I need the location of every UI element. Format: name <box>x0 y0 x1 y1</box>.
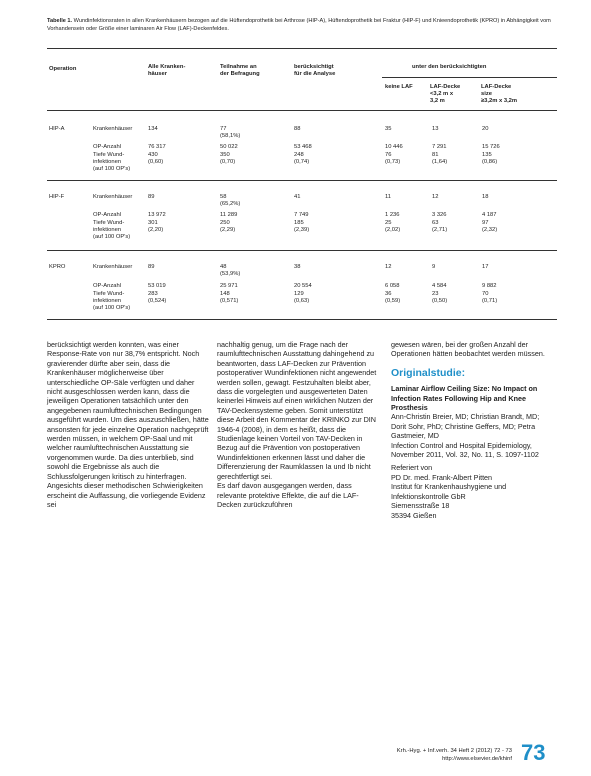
cell: 11 <box>385 194 392 200</box>
cell: 35 <box>385 126 392 132</box>
cell: 88 <box>294 126 301 132</box>
paragraph: nachhaltig genug, um die Frage nach der raumlufttechnischen Ausstattung dahingehend zu beantworten, dass LAF-Decken zur Prävention postoperativer Wundinfektionen nicht angewendet werden sollen, gewagt. Festzuhalten bleibt aber, dass die vorgelegten und ausgewerteten Daten keinerlei Hinweis auf einen wirklichen Nutzen der TAV-Deckensysteme geben. Somit unterstützt diese Arbeit den Kommentar der KRINKO zur DIN 1946-4 (2008), in dem es heißt, dass die Studienlage keinen Vorteil von TAV-Decken in Bezug auf die Prävention von postoperativen Wundinfektionen erkennen lässt und daher die Differenzierung der Raumklassen Ia und Ib nicht gerechtfertigt sei. <box>217 340 377 481</box>
group-separator <box>47 180 557 181</box>
cell: 7 291 <box>432 144 447 150</box>
page-number: 73 <box>521 740 546 765</box>
cell: 9 882 <box>482 283 497 289</box>
header-group: unter den berücksichtigten <box>412 64 487 70</box>
footer-citation <box>372 748 512 763</box>
cell: 63 <box>432 220 439 226</box>
cell: 58 <box>220 194 227 200</box>
cell-rate: (2,71) <box>432 227 448 233</box>
cell: 3 326 <box>432 212 447 218</box>
cell: 135 <box>482 152 492 158</box>
row-label-tiefe-3: (auf 100 OP's) <box>93 166 131 172</box>
table-bottom-rule <box>47 319 557 320</box>
cell: 38 <box>294 264 301 270</box>
table-caption <box>47 18 557 33</box>
paragraph: berücksichtigt werden konnten, was einer Response-Rate von nur 38,7% entspricht. Noch gravierender dürfte aber sein, dass die Krankenhäuser möglicherweise über unterschiedliche OP-Säle verfügten und daher nicht ausgeschlossen werden kann, dass die jeweiligen Operationen tatsächlich unter den angegebenen raumlufttechnischen Bedingungen ausgeführt wurden. Um dies auszuschließen, hätte ansonsten für jede einzelne Operation nachgeprüft werden müssen, in welchem OP-Saal und mit welcher raumlufttechnischen Ausstattung sie vorgenommen wurde. Da dies unterblieb, sind sowohl die Ergebnisse als auch die Schlussfolgerungen kritisch zu hinterfragen. <box>47 340 209 481</box>
cell: 76 317 <box>148 144 166 150</box>
cell: 15 726 <box>482 144 500 150</box>
original-study-authors: Ann-Christin Breier, MD; Christian Brandt, MD; Dorit Sohr, PhD; Christine Geffers, MD; Petra Gastmeier, MD <box>391 412 540 441</box>
original-study-journal: Infection Control and Hospital Epidemiology, November 2011, Vol. 32, No. 11, S. 1097-1102 <box>391 440 539 460</box>
row-label-tiefe-1: Tiefe Wund- <box>93 152 125 158</box>
cell-rate: (0,86) <box>482 159 498 165</box>
cell: 10 446 <box>385 144 403 150</box>
cell: 81 <box>432 152 439 158</box>
cell: 89 <box>148 264 155 270</box>
cell-rate: (2,02) <box>385 227 401 233</box>
cell: 430 <box>148 152 158 158</box>
text-column-1 <box>47 340 211 509</box>
cell-rate: (0,60) <box>148 159 164 165</box>
cell-rate: (2,32) <box>482 227 498 233</box>
cell: 6 058 <box>385 283 400 289</box>
row-label-tiefe-2: infektionen <box>93 227 122 233</box>
cell: 148 <box>220 291 230 297</box>
cell: 12 <box>385 264 392 270</box>
cell: 12 <box>432 194 439 200</box>
header-keine-laf: keine LAF <box>385 84 413 90</box>
footer-journal: Krh.-Hyg. + Inf.verh. 34 Heft 2 (2012) 72 - 73 <box>396 748 512 754</box>
cell-rate: (0,59) <box>385 298 401 304</box>
group-name: HIP-F <box>49 194 65 200</box>
cell: 53 468 <box>294 144 312 150</box>
cell: 89 <box>148 194 155 200</box>
group-name: HIP-A <box>49 126 65 132</box>
row-label-krankenhaeuser: Krankenhäuser <box>93 126 133 132</box>
header-group-rule <box>382 77 557 78</box>
footer-url[interactable]: http://www.elsevier.de/khinf <box>442 755 512 762</box>
cell-percent: (58,1%) <box>220 133 241 139</box>
cell-rate: (0,74) <box>294 159 310 165</box>
header-laf-big-3: ≥3,2m x 3,2m <box>481 98 518 104</box>
cell: 23 <box>432 291 439 297</box>
cell-rate: (2,39) <box>294 227 310 233</box>
cell: 185 <box>294 220 304 226</box>
table-caption-text: Wundinfektionsraten in allen Krankenhäusern bezogen auf die Hüftendoprothetik bei Arthrose (HIP-A), Hüftendoprothetik bei Fraktur (HIP-F) und Knieendoprothetik (KPRO) in Abhängigkeit vom Vorhandensein oder Größe einer laminaren Air Flow (LAF)-Deckenfeldes. <box>47 18 551 32</box>
cell-rate: (0,73) <box>385 159 401 165</box>
cell-rate: (0,70) <box>220 159 236 165</box>
cell-rate: (2,29) <box>220 227 236 233</box>
referee-line: Infektionskontrolle GbR <box>391 491 466 501</box>
header-operation: Operation <box>49 66 77 72</box>
header-laf-big-2: size <box>481 91 492 97</box>
cell: 350 <box>220 152 230 158</box>
cell: 18 <box>482 194 489 200</box>
paragraph: gewesen wären, bei der großen Anzahl der Operationen hätten beobachtet werden müssen. <box>391 340 545 359</box>
referee-line: PD Dr. med. Frank-Albert Pitten <box>391 472 493 482</box>
cell: 77 <box>220 126 227 132</box>
cell: 7 749 <box>294 212 309 218</box>
cell: 250 <box>220 220 230 226</box>
cell: 11 289 <box>220 212 238 218</box>
row-label-op-anzahl: OP-Anzahl <box>93 283 122 289</box>
cell-percent: (53,9%) <box>220 271 241 277</box>
paragraph: Angesichts dieser methodischen Schwierigkeiten erscheint die Auffassung, die vorliegende Evidenz sei <box>47 481 206 509</box>
row-label-op-anzahl: OP-Anzahl <box>93 212 122 218</box>
referee-line: 35394 Gießen <box>391 510 437 520</box>
cell-rate: (2,20) <box>148 227 164 233</box>
header-laf-small-3: 3,2 m <box>430 98 445 104</box>
cell: 1 236 <box>385 212 400 218</box>
header-laf-big-1: LAF-Decke <box>481 84 512 90</box>
cell: 13 972 <box>148 212 166 218</box>
paragraph: Es darf davon ausgegangen werden, dass relevante protektive Effekte, die auf die LAF-Decken zurückzuführen <box>217 481 359 509</box>
cell: 4 584 <box>432 283 447 289</box>
row-label-tiefe-2: infektionen <box>93 159 122 165</box>
row-label-tiefe-3: (auf 100 OP's) <box>93 234 131 240</box>
header-teilnahme-1: Teilnahme an <box>220 64 257 70</box>
group-name: KPRO <box>49 264 66 270</box>
header-beruecksichtigt-2: für die Analyse <box>294 71 336 77</box>
header-laf-small-2: <3,2 m x <box>430 91 454 97</box>
cell: 97 <box>482 220 489 226</box>
cell: 48 <box>220 264 227 270</box>
cell: 25 971 <box>220 283 238 289</box>
cell-rate: (0,63) <box>294 298 310 304</box>
table-top-rule <box>47 48 557 49</box>
header-alle-2: häuser <box>148 71 168 77</box>
text-column-2 <box>217 340 381 509</box>
referee-line: Institut für Krankenhaushygiene und <box>391 482 507 492</box>
cell: 283 <box>148 291 158 297</box>
cell: 41 <box>294 194 301 200</box>
cell: 248 <box>294 152 304 158</box>
row-label-tiefe-1: Tiefe Wund- <box>93 220 125 226</box>
cell: 134 <box>148 126 158 132</box>
original-study-title: Originalstudie: <box>391 366 466 379</box>
row-label-tiefe-3: (auf 100 OP's) <box>93 305 131 311</box>
cell: 76 <box>385 152 392 158</box>
cell-rate: (1,64) <box>432 159 448 165</box>
cell: 129 <box>294 291 304 297</box>
cell: 9 <box>432 264 436 270</box>
cell: 36 <box>385 291 392 297</box>
row-label-op-anzahl: OP-Anzahl <box>93 144 122 150</box>
cell-rate: (0,524) <box>148 298 167 304</box>
original-study-headline: Laminar Airflow Ceiling Size: No Impact on Infection Rates Following Hip and Knee Prosthesis <box>391 384 538 413</box>
text-column-3 <box>391 340 555 520</box>
cell: 70 <box>482 291 489 297</box>
cell-percent: (65,2%) <box>220 201 241 207</box>
header-laf-small-1: LAF-Decke <box>430 84 461 90</box>
row-label-krankenhaeuser: Krankenhäuser <box>93 264 133 270</box>
header-teilnahme-2: der Befragung <box>220 71 260 77</box>
header-bottom-rule <box>47 110 557 111</box>
row-label-krankenhaeuser: Krankenhäuser <box>93 194 133 200</box>
header-beruecksichtigt-1: berücksichtigt <box>294 64 334 70</box>
cell-rate: (0,571) <box>220 298 239 304</box>
table-caption-label: Tabelle 1. <box>47 18 73 24</box>
cell: 20 <box>482 126 489 132</box>
cell: 53 019 <box>148 283 166 289</box>
cell: 13 <box>432 126 439 132</box>
referee-label: Referiert von <box>391 463 433 473</box>
cell-rate: (0,50) <box>432 298 448 304</box>
referee-line: Siemensstraße 18 <box>391 501 450 511</box>
cell: 17 <box>482 264 489 270</box>
header-alle-1: Alle Kranken- <box>148 64 186 70</box>
cell: 50 022 <box>220 144 238 150</box>
cell: 301 <box>148 220 158 226</box>
cell-rate: (0,71) <box>482 298 498 304</box>
cell: 20 554 <box>294 283 312 289</box>
row-label-tiefe-1: Tiefe Wund- <box>93 291 125 297</box>
cell: 4 187 <box>482 212 497 218</box>
cell: 25 <box>385 220 392 226</box>
row-label-tiefe-2: infektionen <box>93 298 122 304</box>
group-separator <box>47 250 557 251</box>
